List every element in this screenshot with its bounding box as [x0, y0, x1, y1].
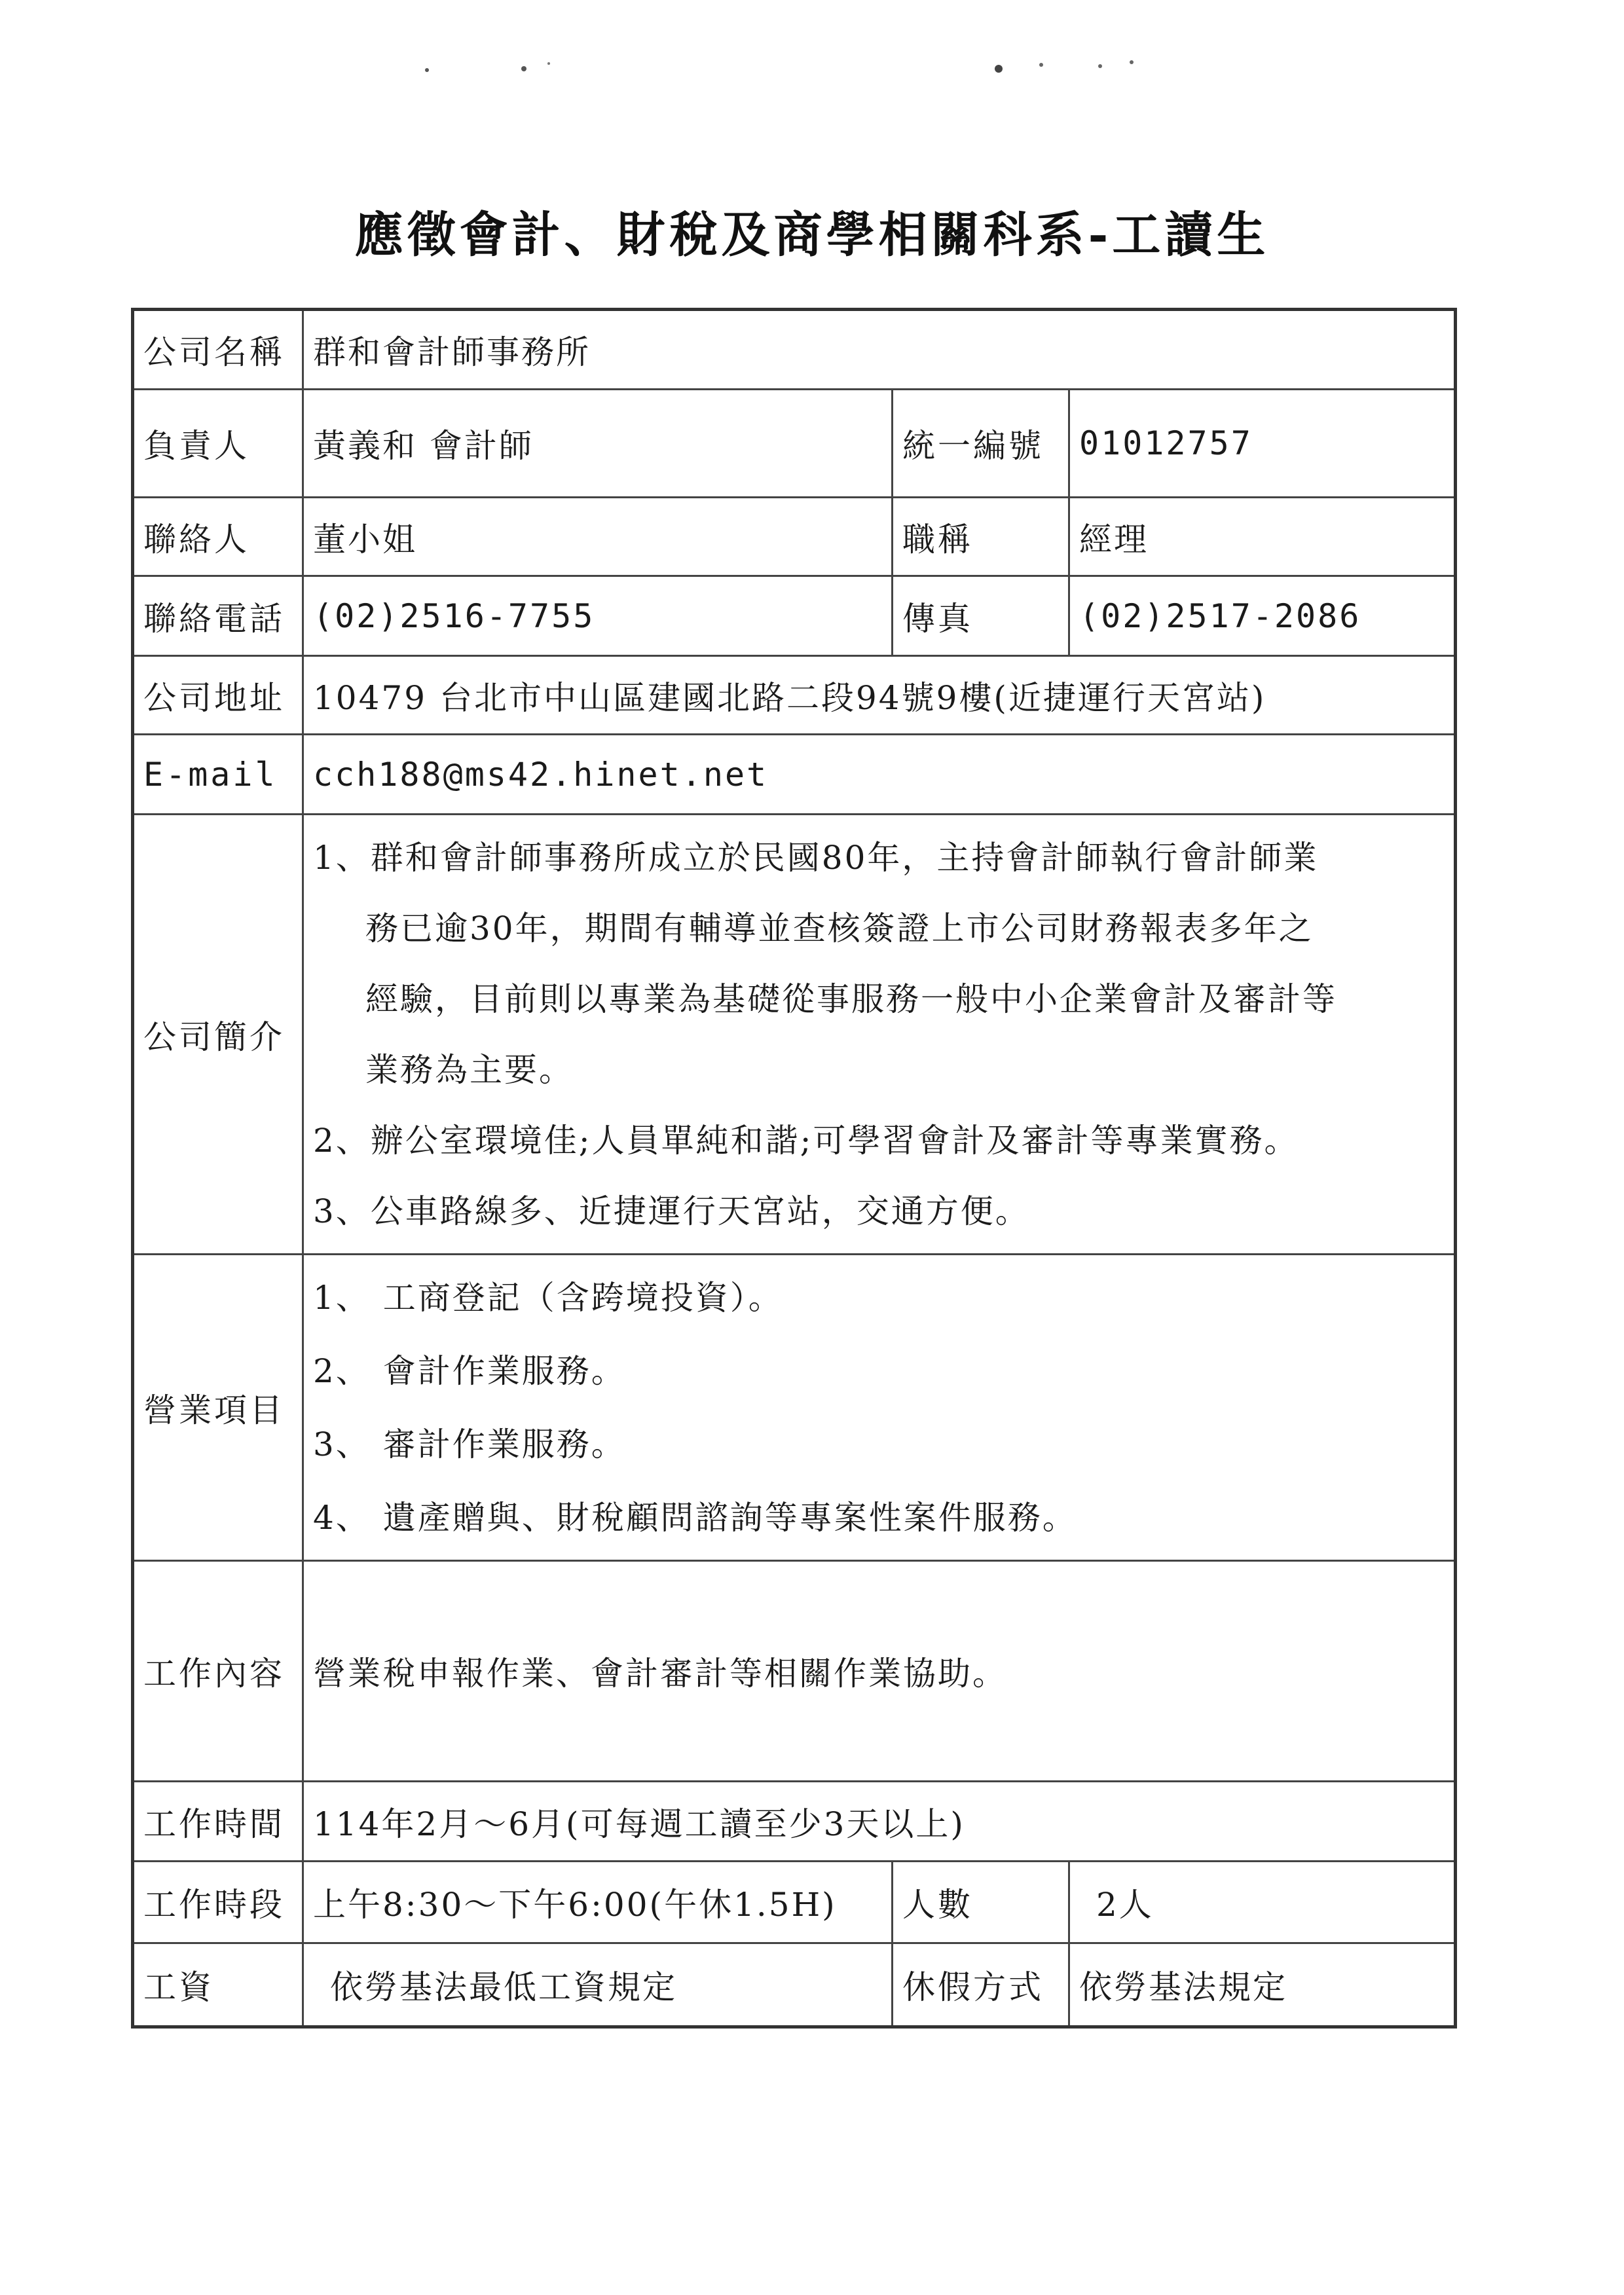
- scan-speck: [1039, 63, 1043, 67]
- phone-label: 聯絡電話: [133, 576, 303, 656]
- intro-line: 2、辦公室環境佳;人員單純和諧;可學習會計及審計等專業實務。: [313, 1121, 1299, 1160]
- document-title: 應徵會計、財稅及商學相關科系-工讀生: [354, 207, 1270, 263]
- row-work-period: [133, 1782, 1456, 1862]
- intro-line: 1、群和會計師事務所成立於民國80年，主持會計師執行會計師業: [313, 838, 1319, 877]
- business-items-label: 營業項目: [133, 1255, 303, 1561]
- wage-value: 依勞基法最低工資規定: [303, 1943, 893, 2027]
- work-hours-label: 工作時段: [133, 1862, 303, 1943]
- company-intro-content: [303, 815, 1456, 1255]
- position-label: 職稱: [893, 498, 1069, 576]
- business-item: 3、 審計作業服務。: [313, 1425, 626, 1463]
- row-phone: [133, 576, 1456, 656]
- intro-line: 經驗，目前則以專業為基礎從事服務一般中小企業會計及審計等: [365, 980, 1337, 1018]
- intro-line: 3、公車路線多、近捷運行天宮站，交通方便。: [313, 1192, 1030, 1230]
- headcount-label: 人數: [893, 1862, 1069, 1943]
- intro-line: 務已逾30年，期間有輔導並查核簽證上市公司財務報表多年之: [365, 909, 1314, 947]
- contact-label: 聯絡人: [133, 498, 303, 576]
- row-owner: [133, 390, 1456, 498]
- company-name-value: 群和會計師事務所: [303, 310, 1456, 390]
- address-value: 10479 台北市中山區建國北路二段94號9樓(近捷運行天宮站): [303, 656, 1456, 735]
- row-business-items: [133, 1255, 1456, 1561]
- owner-label: 負責人: [133, 390, 303, 498]
- tax-id-label: 統一編號: [893, 390, 1069, 498]
- row-address: [133, 656, 1456, 735]
- contact-value: 董小姐: [303, 498, 893, 576]
- job-content-value: 營業稅申報作業、會計審計等相關作業協助。: [303, 1561, 1456, 1782]
- row-job-content: [133, 1561, 1456, 1782]
- job-content-label: 工作內容: [133, 1561, 303, 1782]
- business-item: 1、 工商登記（含跨境投資）。: [313, 1278, 783, 1317]
- work-period-label: 工作時間: [133, 1782, 303, 1862]
- scan-specks: [0, 56, 1624, 82]
- scan-speck: [521, 66, 526, 71]
- phone-value: (02)2516-7755: [303, 576, 893, 656]
- leave-value: 依勞基法規定: [1069, 1943, 1456, 2027]
- scan-speck: [1130, 60, 1134, 64]
- email-label: E-mail: [133, 735, 303, 815]
- fax-value: (02)2517-2086: [1069, 576, 1456, 656]
- business-item: 4、 遺產贈與、財稅顧問諮詢等專案性案件服務。: [313, 1498, 1077, 1537]
- fax-label: 傳真: [893, 576, 1069, 656]
- row-company-intro: [133, 815, 1456, 1255]
- address-label: 公司地址: [133, 656, 303, 735]
- row-company-name: [133, 310, 1456, 390]
- email-value: cch188@ms42.hinet.net: [303, 735, 1456, 815]
- scan-speck: [995, 65, 1003, 73]
- row-wage: [133, 1943, 1456, 2027]
- scan-speck: [1098, 64, 1102, 68]
- position-value: 經理: [1069, 498, 1456, 576]
- intro-line: 業務為主要。: [365, 1050, 574, 1089]
- tax-id-value: 01012757: [1069, 390, 1456, 498]
- scan-speck: [547, 62, 550, 65]
- work-period-value: 114年2月～6月(可每週工讀至少3天以上): [303, 1782, 1456, 1862]
- leave-label: 休假方式: [893, 1943, 1069, 2027]
- headcount-value: 2人: [1069, 1862, 1456, 1943]
- company-intro-label: 公司簡介: [133, 815, 303, 1255]
- row-contact: [133, 498, 1456, 576]
- scan-speck: [425, 68, 429, 72]
- business-item: 2、 會計作業服務。: [313, 1351, 626, 1390]
- company-name-label: 公司名稱: [133, 310, 303, 390]
- row-email: [133, 735, 1456, 815]
- wage-label: 工資: [133, 1943, 303, 2027]
- job-info-table: [131, 308, 1457, 2029]
- work-hours-value: 上午8:30～下午6:00(午休1.5H): [303, 1862, 893, 1943]
- business-items-content: [303, 1255, 1456, 1561]
- owner-value: 黃義和 會計師: [303, 390, 893, 498]
- row-work-hours: [133, 1862, 1456, 1943]
